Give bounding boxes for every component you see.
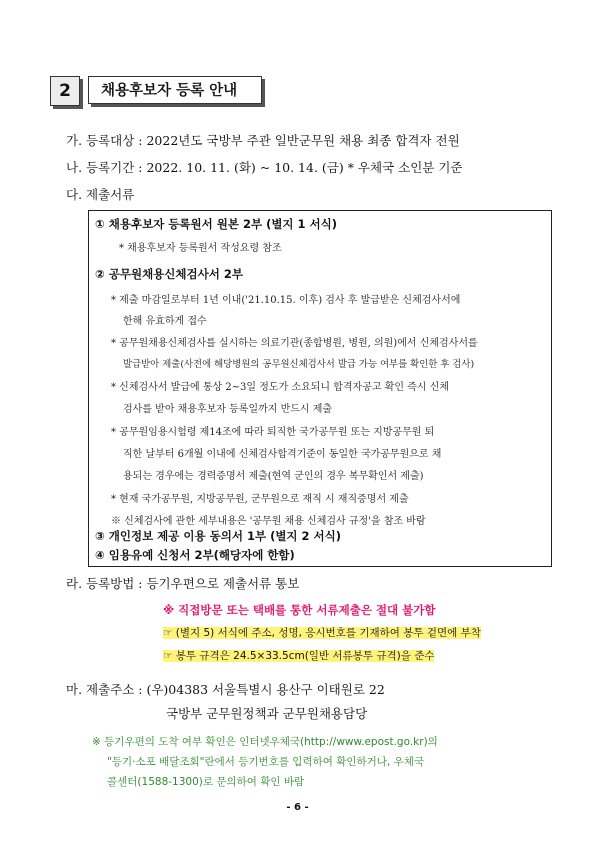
notice-no-visit: ※ 직접방문 또는 택배를 통한 서류제출은 절대 불가함 bbox=[163, 603, 436, 617]
doc-1: ① 채용후보자 등록원서 원본 2부 (별지 1 서식) bbox=[95, 217, 338, 231]
item-na: 나. 등록기간 : 2022. 10. 11. (화) ~ 10. 14. (금) * 우체국 소인분 기준 bbox=[66, 160, 463, 175]
doc-2: ② 공무원채용신체검사서 2부 bbox=[95, 267, 243, 281]
doc-2-note-5: * 현재 국가공무원, 지방공무원, 군무원으로 재직 시 재직증명서 제출 bbox=[111, 494, 409, 505]
doc-2-note-3a: * 신체검사서 발급에 통상 2~3일 정도가 소요되니 합격자공고 확인 즉시 신체 bbox=[111, 382, 450, 393]
notice-attach-form: ☞ (별지 5) 서식에 주소, 성명, 응시번호를 기재하여 봉투 겉면에 부착 bbox=[163, 627, 481, 639]
doc-1-note: * 채용후보자 등록원서 작성요령 참조 bbox=[119, 243, 282, 254]
item-ma-department: 국방부 군무원정책과 군무원채용담당 bbox=[166, 706, 368, 721]
footnote-line-3: 콜센터(1588-1300)로 문의하여 확인 바람 bbox=[107, 776, 305, 788]
footnote-line-1: ※ 등기우편의 도착 여부 확인은 인터넷우체국(http://www.epost.go.kr)의 bbox=[92, 736, 438, 748]
page-number: - 6 - bbox=[286, 802, 309, 813]
item-da: 다. 제출서류 bbox=[66, 187, 135, 202]
doc-3: ③ 개인정보 제공 이용 동의서 1부 (별지 2 서식) bbox=[95, 529, 342, 543]
doc-2-note-4b: 직한 날부터 6개월 이내에 신체검사합격기준이 동일한 국가공무원으로 채 bbox=[123, 449, 442, 460]
doc-2-note-4a: * 공무원임용시험령 제14조에 따라 퇴직한 국가공무원 또는 지방공무원 퇴 bbox=[111, 427, 435, 438]
notice-envelope-size: ☞ 봉투 규격은 24.5×33.5cm(일반 서류봉투 규격)을 준수 bbox=[163, 650, 435, 662]
section-header bbox=[50, 76, 264, 106]
doc-2-note-1a: * 제출 마감일로부터 1년 이내('21.10.15. 이후) 검사 후 발급받은 신체검사서에 bbox=[111, 295, 461, 306]
doc-2-note-3b: 검사를 받아 채용후보자 등록일까지 반드시 제출 bbox=[123, 404, 333, 415]
doc-2-note-2b: 발급받아 제출(사전에 해당병원의 공무원신체검사서 발급 가능 여부를 확인한 후 검사) bbox=[123, 359, 475, 370]
doc-2-note-6: ※ 신체검사에 관한 세부내용은 '공무원 채용 신체검사 규정'을 참조 바람 bbox=[111, 516, 426, 527]
doc-4: ④ 임용유예 신청서 2부(해당자에 한함) bbox=[95, 548, 295, 562]
section-number: 2 bbox=[50, 76, 80, 106]
item-ma-address: 마. 제출주소 : (우)04383 서울특별시 용산구 이태원로 22 bbox=[66, 682, 385, 697]
section-title: 채용후보자 등록 안내 bbox=[88, 76, 262, 104]
item-ga: 가. 등록대상 : 2022년도 국방부 주관 일반군무원 채용 최종 합격자 전원 bbox=[66, 133, 460, 148]
doc-2-note-2a: * 공무원채용신체검사를 실시하는 의료기관(종합병원, 병원, 의원)에서 신체검사서를 bbox=[111, 338, 478, 349]
footnote-line-2: "등기·소포 배달조회"란에서 등기번호를 입력하여 확인하거나, 우체국 bbox=[107, 756, 425, 768]
doc-2-note-4c: 용되는 경우에는 경력증명서 제출(현역 군인의 경우 복무확인서 제출) bbox=[123, 471, 424, 482]
doc-2-note-1b: 한해 유효하게 접수 bbox=[123, 316, 207, 327]
item-ra: 라. 등록방법 : 등기우편으로 제출서류 통보 bbox=[66, 576, 300, 591]
documents-box bbox=[88, 210, 552, 567]
